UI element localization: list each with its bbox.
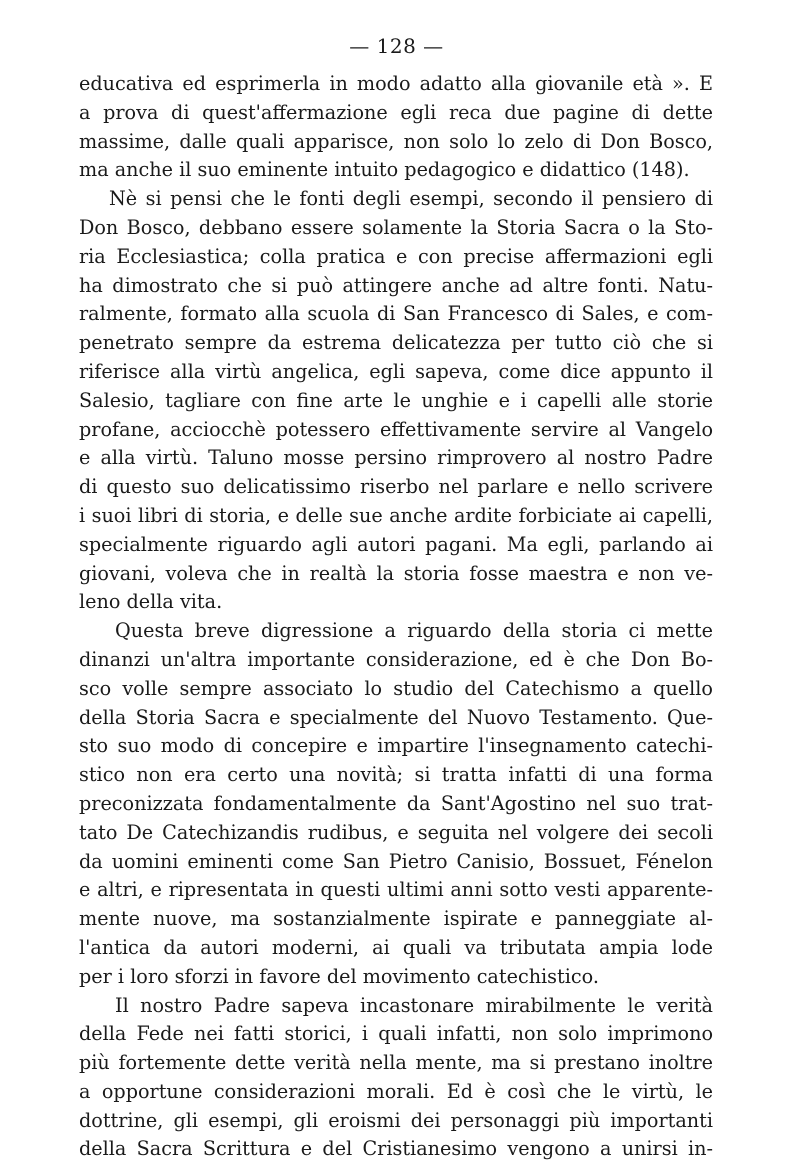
text-line: a prova di quest'affermazione egli reca due pagine di dette: [79, 100, 713, 124]
text-line: penetrato sempre da estrema delicatezza per tutto ciò che si: [79, 331, 713, 355]
text-line: sco volle sempre associato lo studio del Catechismo a quello: [79, 676, 713, 700]
text-line: i suoi libri di storia, e delle sue anche ardite forbiciate ai capelli,: [79, 503, 713, 527]
text-line: ma anche il suo eminente intuito pedagogico e didattico (148).: [79, 158, 690, 182]
text-line: Salesio, tagliare con fine arte le unghie e i capelli alle storie: [79, 388, 713, 412]
text-line: tato De Catechizandis rudibus, e seguita nel volgere dei secoli: [79, 820, 713, 844]
text-line: e alla virtù. Taluno mosse persino rimprovero al nostro Padre: [79, 446, 713, 470]
text-line: della Fede nei fatti storici, i quali infatti, non solo imprimono: [79, 1022, 713, 1046]
text-line: della Sacra Scrittura e del Cristianesimo vengono a unirsi in-: [79, 1137, 713, 1161]
text-line: a opportune considerazioni morali. Ed è così che le virtù, le: [79, 1079, 713, 1103]
text-line: dottrine, gli esempi, gli eroismi dei personaggi più importanti: [79, 1108, 713, 1132]
text-line: preconizzata fondamentalmente da Sant'Agostino nel suo trat-: [79, 791, 713, 815]
text-line: di questo suo delicatissimo riserbo nel parlare e nello scrivere: [79, 475, 713, 499]
text-line: dinanzi un'altra importante considerazione, ed è che Don Bo-: [79, 647, 713, 671]
text-line: e altri, e ripresentata in questi ultimi anni sotto vesti apparente-: [79, 878, 713, 902]
text-line: mente nuove, ma sostanzialmente ispirate e panneggiate al-: [79, 907, 713, 931]
text-line: educativa ed esprimerla in modo adatto alla giovanile età ». E: [79, 72, 713, 95]
text-line: specialmente riguardo agli autori pagani. Ma egli, parlando ai: [79, 532, 713, 556]
text-line: ha dimostrato che si può attingere anche ad altre fonti. Natu-: [79, 273, 713, 297]
text-line: riferisce alla virtù angelica, egli sapeva, come dice appunto il: [79, 359, 713, 383]
text-line: giovani, voleva che in realtà la storia fosse maestra e non ve-: [79, 561, 713, 585]
text-line: più fortemente dette verità nella mente, ma si prestano inoltre: [79, 1051, 713, 1075]
text-line: della Storia Sacra e specialmente del Nuovo Testamento. Que-: [79, 705, 713, 729]
text-line: sto suo modo di concepire e impartire l'insegnamento catechi-: [79, 734, 713, 758]
text-line: Questa breve digressione a riguardo della storia ci mette: [115, 619, 713, 643]
text-line: stico non era certo una novità; si tratta infatti di una forma: [79, 763, 713, 787]
body-text: [79, 70, 713, 1164]
text-line: Nè si pensi che le fonti degli esempi, secondo il pensiero di: [109, 187, 713, 211]
text-line: profane, acciocchè potessero effettivamente servire al Vangelo: [79, 417, 713, 441]
text-line: l'antica da autori moderni, ai quali va tributata ampia lode: [79, 935, 713, 959]
text-line: ralmente, formato alla scuola di San Francesco di Sales, e com-: [79, 302, 713, 326]
text-line: massime, dalle quali apparisce, non solo lo zelo di Don Bosco,: [79, 129, 713, 153]
text-line: leno della vita.: [79, 590, 223, 614]
text-line: per i loro sforzi in favore del movimento catechistico.: [79, 964, 599, 988]
text-line: da uomini eminenti come San Pietro Canisio, Bossuet, Fénelon: [79, 849, 713, 873]
text-line: Don Bosco, debbano essere solamente la Storia Sacra o la Sto-: [79, 215, 713, 239]
text-line: Il nostro Padre sapeva incastonare mirabilmente le verità: [115, 993, 713, 1017]
page-number: — 128 —: [349, 34, 444, 58]
text-line: ria Ecclesiastica; colla pratica e con precise affermazioni egli: [79, 244, 713, 268]
